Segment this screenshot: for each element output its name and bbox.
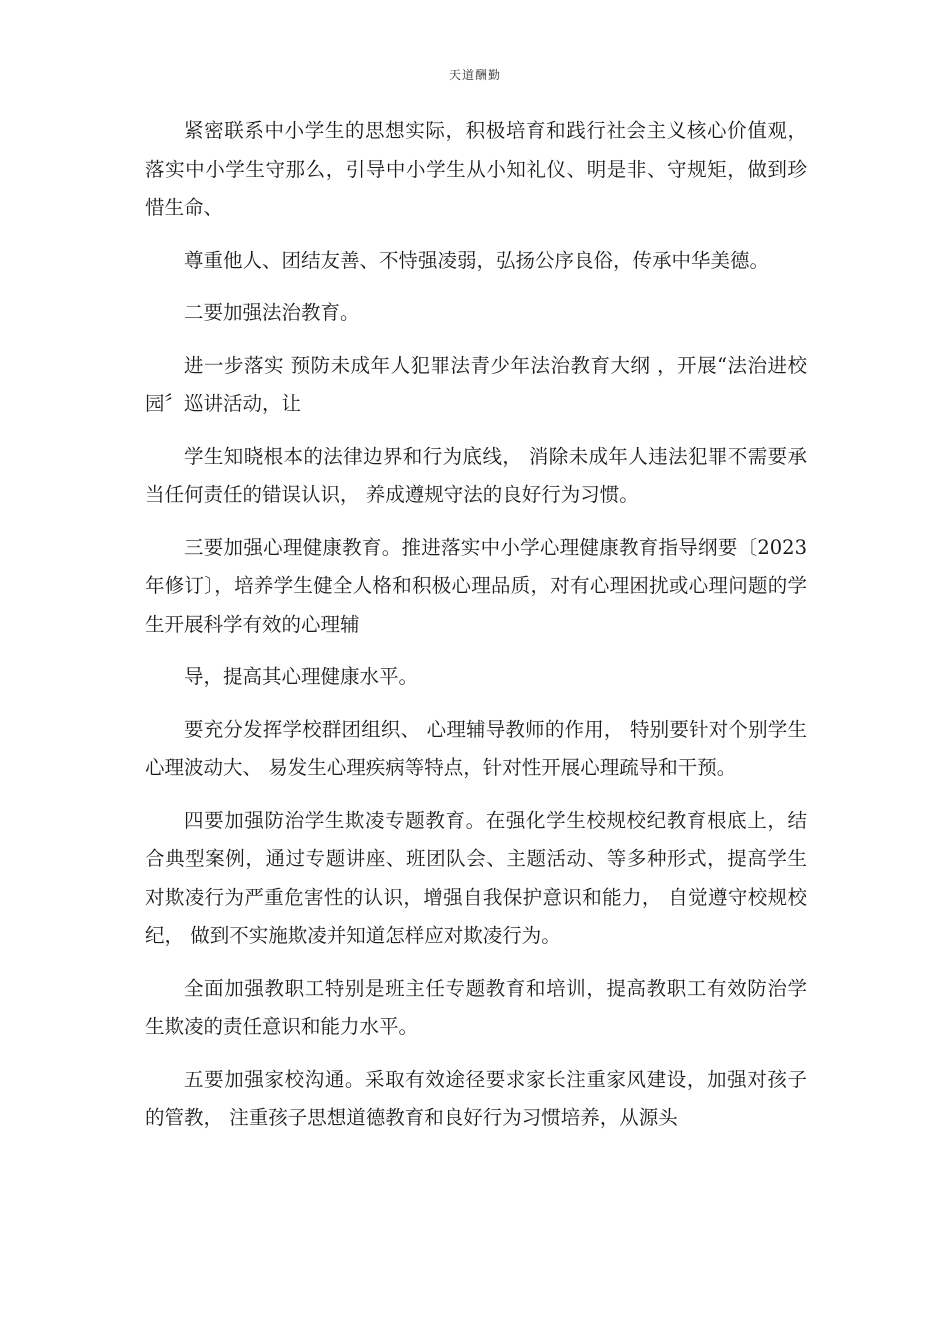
document-body bbox=[145, 112, 807, 1138]
paragraph-legal-boundaries: 学生知晓根本的法律边界和行为底线， 消除未成年人违法犯罪不需要承当任何责任的错误认识， 养成遵规守法的良好行为习惯。 bbox=[145, 444, 807, 506]
paragraph-counseling: 要充分发挥学校群团组织、 心理辅导教师的作用， 特别要针对个别学生心理波动大、 易发生心理疾病等特点，针对性开展心理疏导和干预。 bbox=[145, 717, 807, 779]
paragraph-heading-law-education: 二要加强法治教育。 bbox=[184, 301, 360, 324]
paragraph-law-campaign: 进一步落实 预防未成年人犯罪法青少年法治教育大纲 ，开展“法治进校园〞巡讲活动，让 bbox=[145, 353, 807, 415]
paragraph-core-values: 紧密联系中小学生的思想实际，积极培育和践行社会主义核心价值观， 落实中小学生守那么，引导中小学生从小知礼仪、明是非、守规矩，做到珍惜生命、 bbox=[145, 119, 807, 219]
paragraph-mental-health-level: 导，提高其心理健康水平。 bbox=[184, 665, 419, 688]
page-header: 天道酬勤 bbox=[448, 68, 501, 82]
paragraph-mental-health: 三要加强心理健康教育。推进落实中小学心理健康教育指导纲要〔2023 年修订〕，培养学生健全人格和积极心理品质，对有心理困扰或心理问题的学生开展科学有效的心理辅 bbox=[145, 535, 807, 636]
paragraph-respect-others: 尊重他人、团结友善、不恃强凌弱，弘扬公序良俗，传承中华美德。 bbox=[184, 248, 770, 272]
paragraph-anti-bullying: 四要加强防治学生欺凌专题教育。在强化学生校规校纪教育根底上，结合典型案例，通过专题讲座、班团队会、主题活动、等多种形式，提高学生对欺凌行为严重危害性的认识，增强自我保护意识和能力， 自觉遵守校规校纪， 做到不实施欺凌并知道怎样应对欺凌行为。 bbox=[145, 808, 807, 947]
paragraph-staff-training: 全面加强教职工特别是班主任专题教育和培训，提高教职工有效防治学生欺凌的责任意识和能力水平。 bbox=[145, 976, 807, 1038]
paragraph-home-school: 五要加强家校沟通。采取有效途径要求家长注重家风建设，加强对孩子的管教， 注重孩子思想道德教育和良好行为习惯培养，从源头 bbox=[145, 1067, 807, 1129]
